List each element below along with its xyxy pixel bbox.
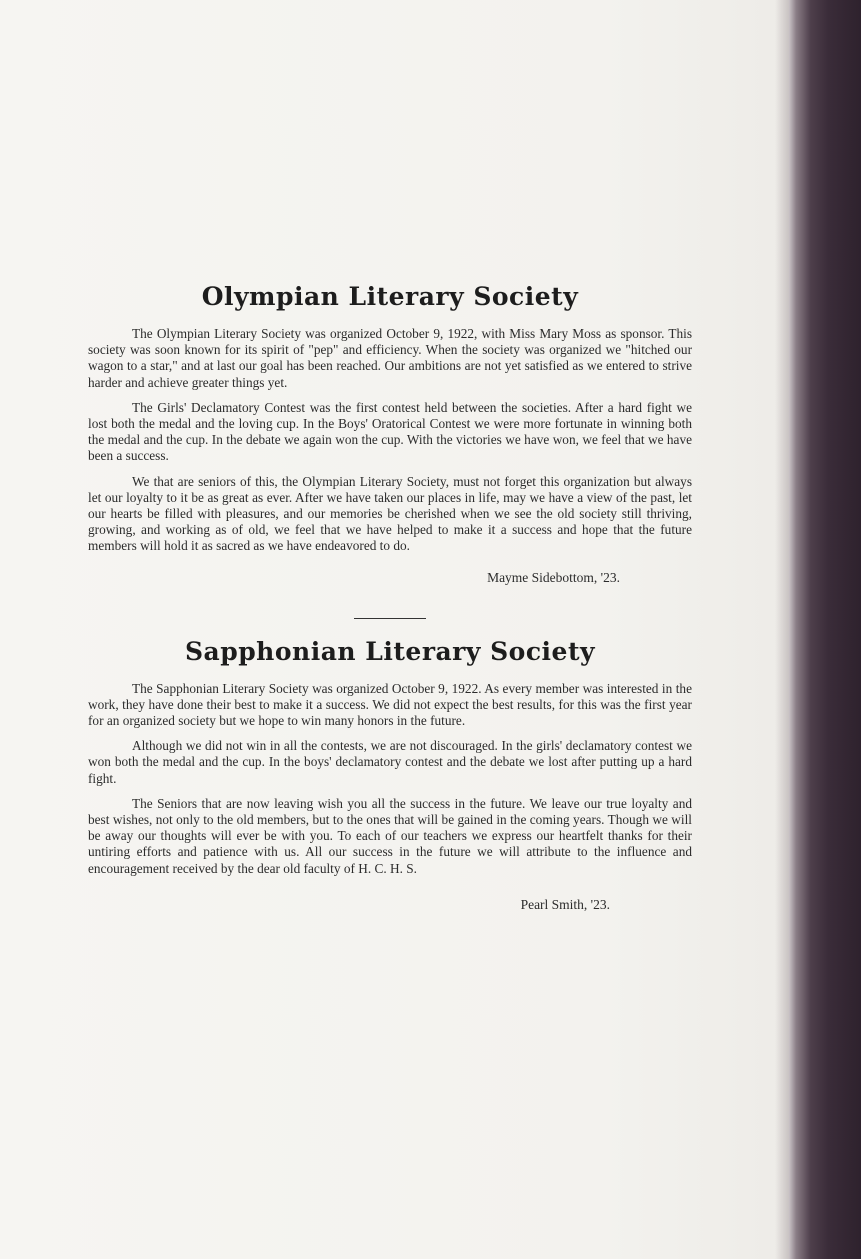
- sapphonian-section: [88, 633, 692, 913]
- sapphonian-signature: Pearl Smith, '23.: [520, 896, 610, 912]
- sapphonian-paragraph-1: The Sapphonian Literary Society was organized October 9, 1922. As every member was interested in the work, they have done their best to make it a success. We did not expect the best results, for this was the first year for an organized society but we hope to win many honors in the future.: [88, 680, 692, 729]
- sapphonian-paragraph-3: The Seniors that are now leaving wish you all the success in the future. We leave our true loyalty and best wishes, not only to the old members, but to the ones that will be gained in the coming years. Though we will be away our thoughts will ever be with you. To each of our teachers we express our heartfelt thanks for their untiring efforts and patience with us. All our success in the future we will attribute to the influence and encouragement received by the dear old faculty of H. C. H. S.: [88, 795, 692, 876]
- olympian-signature: Mayme Sidebottom, '23.: [487, 569, 620, 585]
- olympian-section: [88, 278, 692, 586]
- sapphonian-paragraph-2: Although we did not win in all the contests, we are not discouraged. In the girls' declamatory contest we won both the medal and the cup. In the boys' declamatory contest and the debate we lost after putting up a hard fight.: [88, 738, 692, 786]
- book-binding-edge: [789, 0, 861, 1259]
- page-content: [88, 278, 692, 913]
- olympian-paragraph-1: The Olympian Literary Society was organized October 9, 1922, with Miss Mary Moss as sponsor. This society was soon known for its spirit of "pep" and efficiency. When the society was organized we "hitched our wagon to a star," and at last our goal has been reached. Our ambitions are not yet satisfied as we entered to strive harder and achieve greater things yet.: [88, 326, 692, 390]
- olympian-paragraph-3: We that are seniors of this, the Olympian Literary Society, must not forget this organization but always let our loyalty to it be as great as ever. After we have taken our places in life, may we have a view of the past, let our hearts be filled with pleasures, and our memories be cherished when we see the old society still thriving, growing, and working as of old, we feel that we have helped to make it a success and hope that the future members will hold it as sacred as we have endeavored to do.: [88, 473, 692, 554]
- sapphonian-heading: Sapphonian Literary Society: [184, 636, 596, 666]
- section-divider: [354, 618, 426, 619]
- olympian-heading: Olympian Literary Society: [201, 282, 579, 311]
- olympian-paragraph-2: The Girls' Declamatory Contest was the first contest held between the societies. After a hard fight we lost both the medal and the loving cup. In the Boys' Oratorical Contest we were more fortunate in winning both the medal and the cup. In the debate we again won the cup. With the victories we have won, we feel that we have been a success.: [88, 399, 692, 464]
